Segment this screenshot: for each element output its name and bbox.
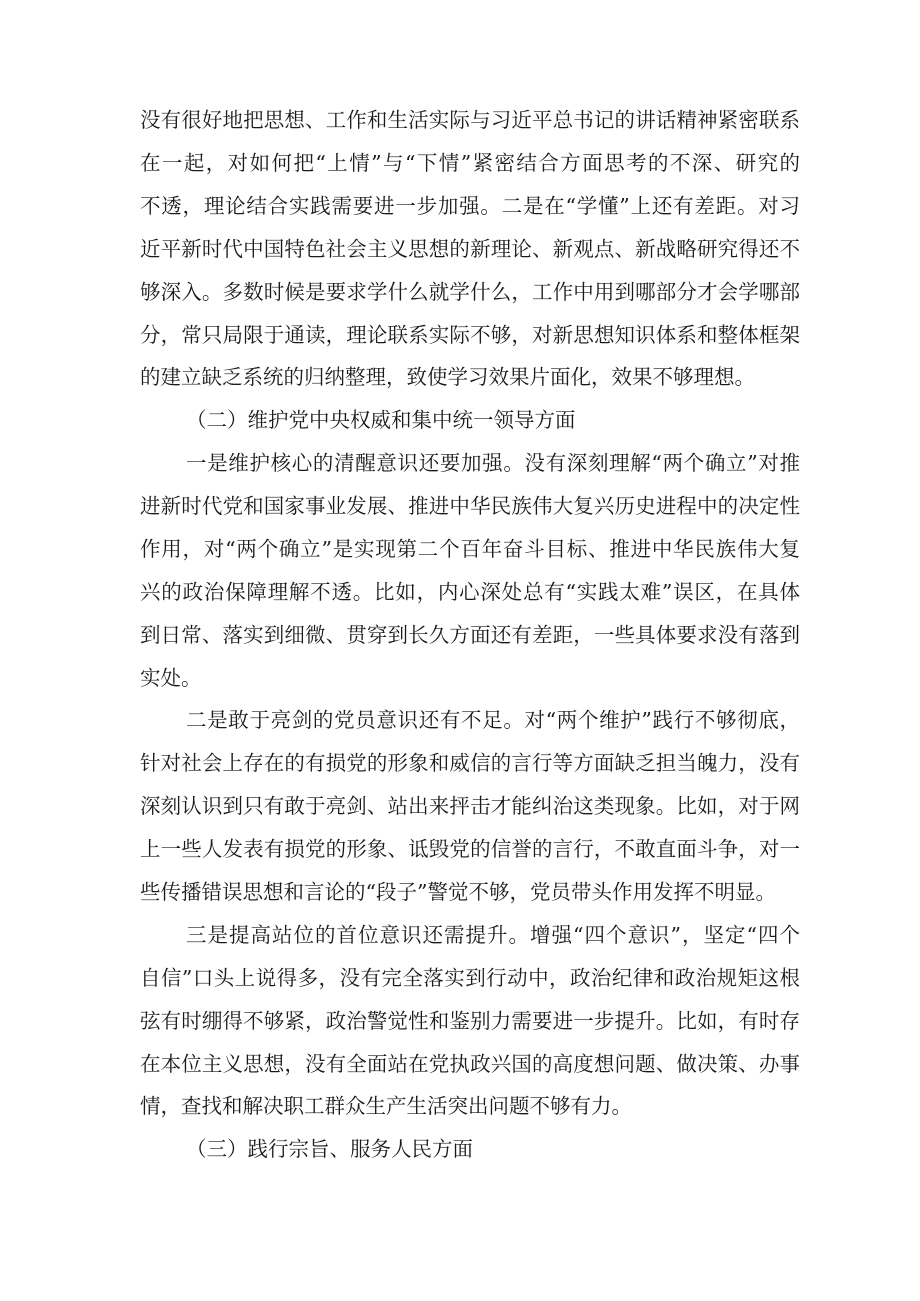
paragraph-line: 够深入。多数时候是要求学什么就学什么，工作中用到哪部分才会学哪部 xyxy=(140,280,800,304)
section-heading-3: （三）践行宗旨、服务人民方面 xyxy=(186,1137,473,1161)
paragraph-line: 在本位主义思想，没有全面站在党执政兴国的高度想问题、做决策、办事 xyxy=(140,1052,800,1076)
paragraph-line: 进新时代党和国家事业发展、推进中华民族伟大复兴历史进程中的决定性 xyxy=(140,494,800,518)
paragraph-line: 自信”口头上说得多，没有完全落实到行动中，政治纪律和政治规矩这根 xyxy=(140,966,800,990)
paragraph-line: 弦有时绷得不够紧，政治警觉性和鉴别力需要进一步提升。比如，有时存 xyxy=(140,1009,800,1033)
paragraph-line: 到日常、落实到细微、贯穿到长久方面还有差距，一些具体要求没有落到 xyxy=(140,623,800,647)
paragraph-line: 些传播错误思想和言论的“段子”警觉不够，党员带头作用发挥不明显。 xyxy=(140,880,776,904)
paragraph-line: 在一起，对如何把“上情”与“下情”紧密结合方面思考的不深、研究的 xyxy=(140,151,800,175)
paragraph-line: 深刻认识到只有敢于亮剑、站出来抨击才能纠治这类现象。比如，对于网 xyxy=(140,794,800,818)
paragraph-line: 二是敢于亮剑的党员意识还有不足。对“两个维护”践行不够彻底， xyxy=(186,708,800,732)
section-heading-2: （二）维护党中央权威和集中统一领导方面 xyxy=(186,408,576,432)
paragraph-line: 情，查找和解决职工群众生产生活突出问题不够有力。 xyxy=(140,1094,632,1118)
paragraph-line: 作用，对“两个确立”是实现第二个百年奋斗目标、推进中华民族伟大复 xyxy=(140,537,800,561)
paragraph-line: 的建立缺乏系统的归纳整理，致使学习效果片面化，效果不够理想。 xyxy=(140,365,755,389)
paragraph-line: 一是维护核心的清醒意识还要加强。没有深刻理解“两个确立”对推 xyxy=(186,451,800,475)
paragraph-line: 分，常只局限于通读，理论联系实际不够，对新思想知识体系和整体框架 xyxy=(140,323,800,347)
paragraph-line: 实处。 xyxy=(140,666,202,690)
paragraph-line: 三是提高站位的首位意识还需提升。增强“四个意识”，坚定“四个 xyxy=(186,923,800,947)
paragraph-line: 上一些人发表有损党的形象、诋毁党的信誉的言行，不敢直面斗争，对一 xyxy=(140,837,800,861)
paragraph-line: 兴的政治保障理解不透。比如，内心深处总有“实践太难”误区，在具体 xyxy=(140,580,800,604)
paragraph-line: 近平新时代中国特色社会主义思想的新理论、新观点、新战略研究得还不 xyxy=(140,237,800,261)
paragraph-line: 不透，理论结合实践需要进一步加强。二是在“学懂”上还有差距。对习 xyxy=(140,194,800,218)
paragraph-line: 没有很好地把思想、工作和生活实际与习近平总书记的讲话精神紧密联系 xyxy=(140,108,800,132)
paragraph-line: 针对社会上存在的有损党的形象和威信的言行等方面缺乏担当魄力，没有 xyxy=(140,751,800,775)
